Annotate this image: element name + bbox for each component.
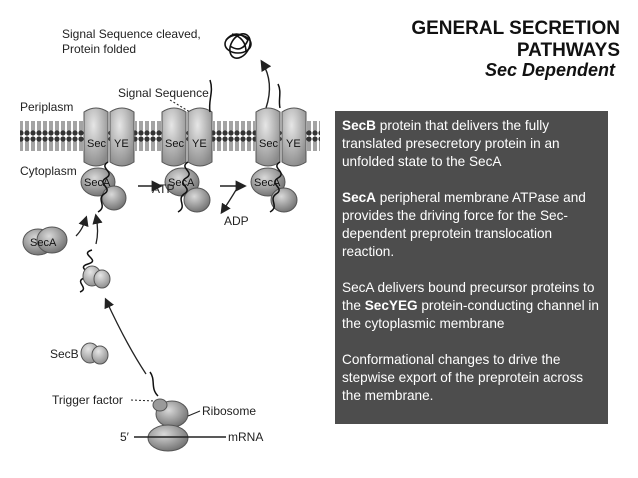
paragraph-secyeg bbox=[342, 279, 602, 333]
paragraph-conformational-text: Conformational changes to drive the stepwise export of the preprotein across the membrane. bbox=[342, 352, 584, 403]
free-seca bbox=[23, 227, 67, 255]
term-secyeg: SecYEG bbox=[364, 298, 418, 313]
free-seca-label: SecA bbox=[30, 237, 57, 249]
sec-label-3: Sec bbox=[259, 138, 278, 150]
paragraph-secb bbox=[342, 117, 602, 171]
trigger-factor-pointer bbox=[131, 400, 155, 401]
label-signal-sequence: Signal Sequence bbox=[118, 86, 209, 100]
paragraph-seca bbox=[342, 189, 602, 261]
page-title: GENERAL SECRETION PATHWAYS bbox=[411, 18, 620, 61]
page-subtitle: Sec Dependent bbox=[484, 60, 615, 80]
secb-peptide-complex bbox=[80, 250, 110, 292]
ye-label-2: YE bbox=[192, 138, 207, 150]
paragraph-secyeg-pre: SecA delivers bound precursor proteins to the bbox=[342, 280, 595, 313]
paragraph-seca-text: peripheral membrane ATPase and provides the driving force for the Sec-dependent preprotein translocation reaction. bbox=[342, 190, 586, 259]
label-five-prime: 5′ bbox=[120, 430, 129, 444]
label-secb: SecB bbox=[50, 347, 79, 361]
ye-label-3: YE bbox=[286, 138, 301, 150]
seca-complex-3 bbox=[251, 162, 297, 212]
arrow-seca-binding bbox=[76, 218, 86, 236]
label-periplasm: Periplasm bbox=[20, 100, 74, 114]
sec-label-1: Sec bbox=[87, 138, 106, 150]
label-adp: ADP bbox=[224, 214, 249, 228]
peptide-thread-2 bbox=[210, 80, 212, 112]
arrow-adp bbox=[222, 190, 236, 212]
seca-label-3: SecA bbox=[254, 177, 281, 189]
folded-protein-icon bbox=[225, 30, 254, 62]
label-trigger-factor: Trigger factor bbox=[52, 393, 123, 407]
label-cytoplasm: Cytoplasm bbox=[20, 164, 77, 178]
seca-complex-1 bbox=[81, 162, 126, 212]
paragraph-conformational bbox=[342, 351, 602, 405]
term-secb: SecB bbox=[342, 118, 377, 133]
ribosome-icon bbox=[148, 372, 188, 451]
label-mrna: mRNA bbox=[228, 430, 264, 444]
sec-label-2: Sec bbox=[165, 138, 184, 150]
arrow-to-seca bbox=[96, 216, 98, 244]
ye-label-1: YE bbox=[114, 138, 129, 150]
label-atp: ATP bbox=[152, 182, 175, 196]
seca-label-2: SecA bbox=[168, 177, 195, 189]
paragraph-secb-text: protein that delivers the fully translated presecretory protein in an unfolded state to the SecA bbox=[342, 118, 560, 169]
ribosome-pointer bbox=[188, 411, 200, 416]
paragraph-secyeg-text: protein-conducting channel in the cytoplasmic membrane bbox=[342, 298, 599, 331]
label-signal-cleaved-2: Protein folded bbox=[62, 42, 137, 56]
peptide-thread-3 bbox=[278, 84, 280, 108]
term-seca: SecA bbox=[342, 190, 377, 205]
secb-icon bbox=[81, 343, 108, 364]
label-ribosome: Ribosome bbox=[202, 404, 257, 418]
seca-label-1: SecA bbox=[84, 177, 111, 189]
export-arrow bbox=[262, 62, 269, 108]
arrow-secb-binding bbox=[106, 300, 146, 374]
label-signal-cleaved-1: Signal Sequence cleaved, bbox=[62, 27, 201, 41]
description-box bbox=[335, 111, 608, 424]
